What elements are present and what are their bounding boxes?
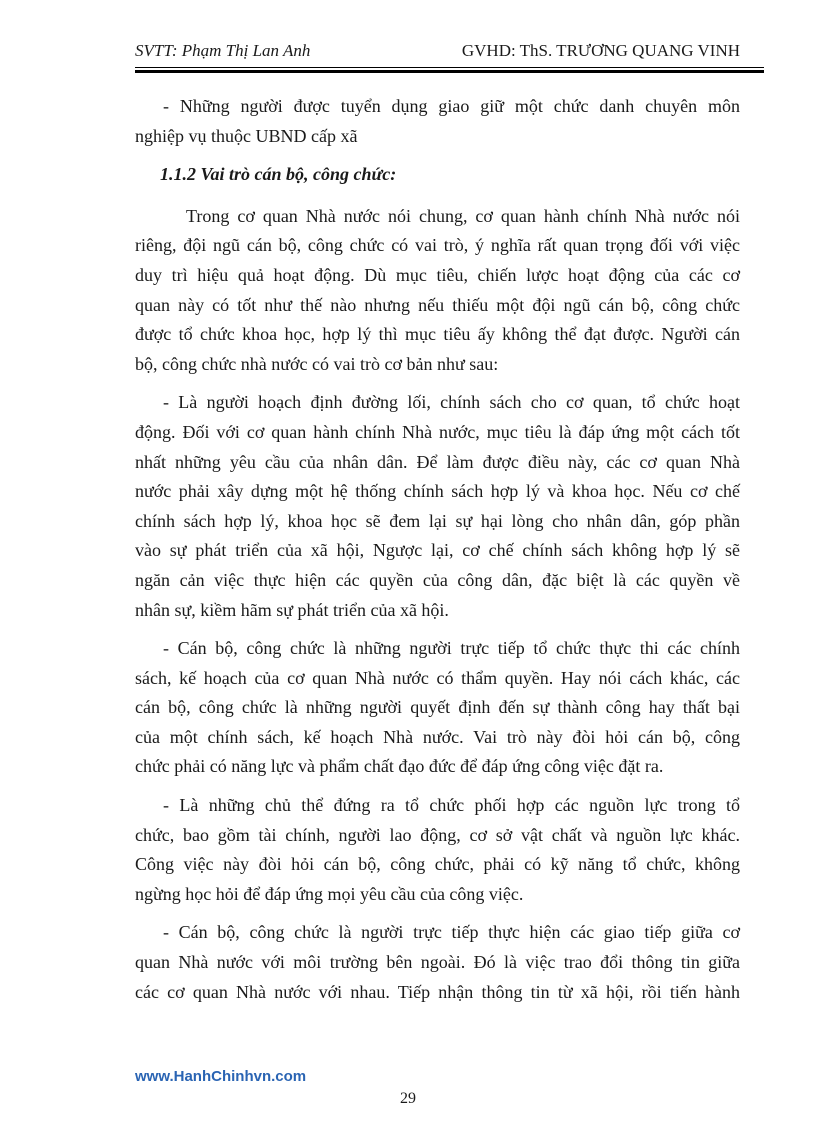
text-line: chính sách hợp lý, khoa học sẽ đem lại sự hại lòng cho nhân dân, góp phần xyxy=(135,510,740,531)
text-line: - Là những chủ thể đứng ra tổ chức phối hợp các nguồn lực trong tổ xyxy=(163,795,740,816)
header-advisor: GVHD: ThS. TRƯƠNG QUANG VINH xyxy=(461,41,740,60)
text-line: nghiệp vụ thuộc UBND cấp xã xyxy=(135,125,358,146)
paragraph-5 xyxy=(135,791,740,909)
paragraph-6 xyxy=(135,918,740,1007)
text-line: nhất những yêu cầu của nhân dân. Để làm được điều này, các cơ quan Nhà xyxy=(135,451,740,472)
text-line: động. Đối với cơ quan hành chính Nhà nước, mục tiêu là đáp ứng một cách tốt xyxy=(135,421,740,442)
text-line: ngừng học hỏi để đáp ứng mọi yêu cầu của công việc. xyxy=(135,883,524,904)
text-line: vào sự phát triển của xã hội, Ngược lại, cơ chế chính sách không hợp lý sẽ xyxy=(135,540,740,561)
text-line: chức phải có năng lực và phẩm chất đạo đức để đáp ứng công việc đặt ra. xyxy=(135,756,664,777)
paragraph-2 xyxy=(135,202,740,380)
text-line: - Là người hoạch định đường lối, chính sách cho cơ quan, tổ chức hoạt xyxy=(163,392,740,413)
paragraph-1 xyxy=(135,92,740,151)
text-line: các cơ quan Nhà nước với nhau. Tiếp nhận thông tin từ xã hội, rồi tiến hành xyxy=(135,981,740,1002)
paragraph-4 xyxy=(135,634,740,782)
text-line: được tổ chức khoa học, hợp lý thì mục tiêu ấy không thể đạt được. Người cán xyxy=(135,324,740,345)
text-line: nhân sự, kiềm hãm sự phát triển của xã hội. xyxy=(135,599,449,620)
text-line: ngăn cản việc thực hiện các quyền của công dân, đặc biệt là các quyền về xyxy=(135,569,740,590)
header-student: SVTT: Phạm Thị Lan Anh xyxy=(135,41,311,60)
text-line: sách, kế hoạch của cơ quan Nhà nước có thẩm quyền. Hay nói cách khác, các xyxy=(135,667,740,688)
header-rule-thick xyxy=(135,70,764,73)
text-line: bộ, công chức nhà nước có vai trò cơ bản như sau: xyxy=(135,353,499,374)
text-line: cán bộ, công chức là những người quyết định đến sự thành công hay thất bại xyxy=(135,697,740,718)
page-number: 29 xyxy=(400,1090,416,1107)
section-heading: 1.1.2 Vai trò cán bộ, công chức: xyxy=(160,164,397,185)
text-line: - Cán bộ, công chức là người trực tiếp thực hiện các giao tiếp giữa cơ xyxy=(163,922,740,943)
text-line: chức, bao gồm tài chính, người lao động, cơ sở vật chất và nguồn lực khác. xyxy=(135,824,740,845)
text-line: nước phải xây dựng một hệ thống chính sách hợp lý và khoa học. Nếu cơ chế xyxy=(135,481,740,502)
text-line: riêng, đội ngũ cán bộ, công chức có vai trò, ý nghĩa rất quan trọng đối với việc xyxy=(135,235,740,256)
text-line: Trong cơ quan Nhà nước nói chung, cơ quan hành chính Nhà nước nói xyxy=(186,205,740,226)
document-body xyxy=(135,92,740,1016)
text-line: quan Nhà nước với môi trường bên ngoài. Đó là việc trao đổi thông tin giữa xyxy=(135,952,740,973)
footer-website-link[interactable]: www.HanhChinhvn.com xyxy=(135,1068,307,1085)
header-rule-thin xyxy=(135,67,764,68)
text-line: của một chính sách, kế hoạch Nhà nước. Vai trò này đòi hỏi cán bộ, công xyxy=(135,726,740,747)
page-header xyxy=(135,41,740,63)
text-line: quan này có tốt như thế nào nhưng nếu thiếu một đội ngũ cán bộ, công chức xyxy=(135,294,740,315)
text-line: duy trì hiệu quả hoạt động. Dù mục tiêu, chiến lược hoạt động của các cơ xyxy=(135,264,740,285)
text-line: - Những người được tuyển dụng giao giữ một chức danh chuyên môn xyxy=(163,96,740,116)
paragraph-3 xyxy=(135,388,740,625)
text-line: - Cán bộ, công chức là những người trực tiếp tổ chức thực thi các chính xyxy=(163,638,740,659)
text-line: Công việc này đòi hỏi cán bộ, công chức, phải có kỹ năng tổ chức, không xyxy=(135,854,740,875)
